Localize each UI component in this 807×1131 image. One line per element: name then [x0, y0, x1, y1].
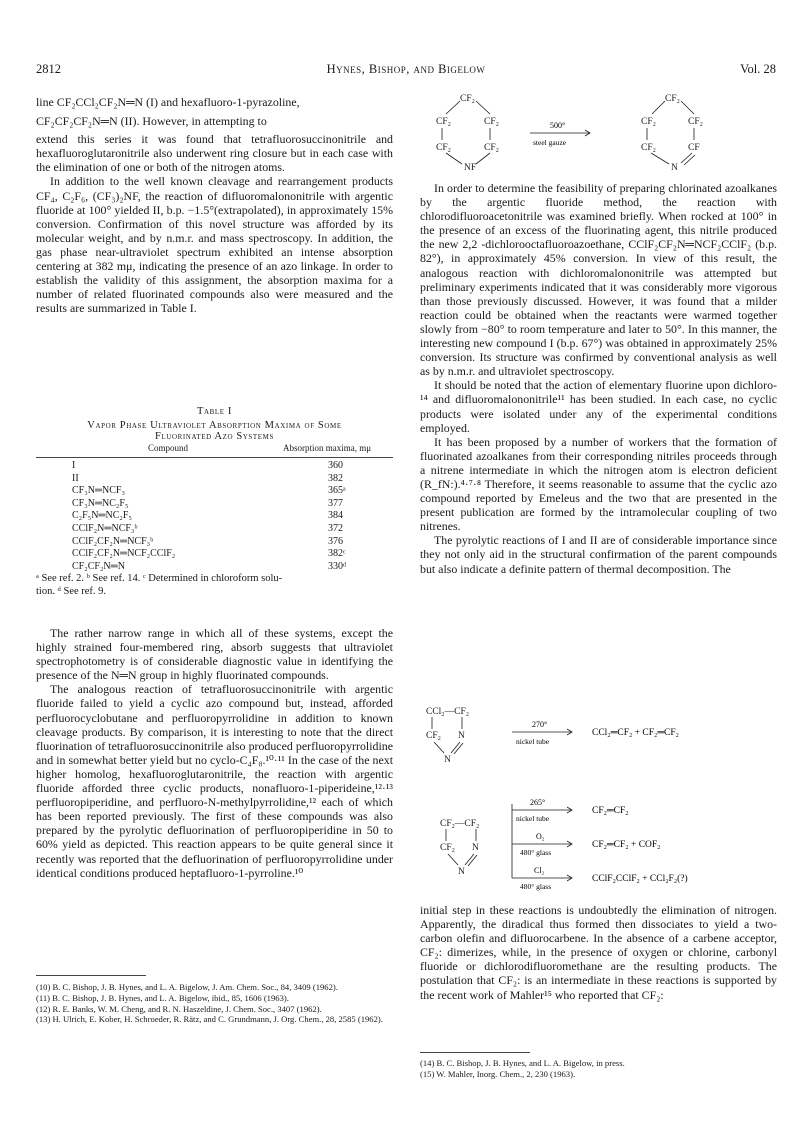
- volume-label: Vol. 28: [740, 62, 776, 76]
- paragraph-continued-rest: extend this series it was found that tetrafluorosuccinonitrile and hexafluoroglutaronitrile also underwent ring closure but in each case with the elimination of one or both of the nitrogen atoms.: [36, 132, 393, 175]
- atom-cf2-top-left: CF₂: [460, 94, 475, 104]
- condition-o2: O₂: [536, 832, 545, 841]
- table-cell-compound: CF₃N═NCF₃: [72, 485, 125, 497]
- table-label: Table I: [196, 406, 232, 417]
- atom-cf2: CF₂: [440, 843, 455, 853]
- atom-cf2-cf2: CF₂—CF₂: [440, 819, 480, 829]
- atom-nf: NF: [464, 163, 477, 173]
- right-column-lower: [420, 903, 777, 1002]
- left-references: [36, 982, 393, 1025]
- paragraph-difluoromalononitrile: In addition to the well known cleavage and rearrangement products CF₄, C₂F₆, (CF₃)₂NF, the reaction of difluoromalononitrile with argentic fluoride at 100° yielded II, b.p. −1.5°(extrapolated), in approximately 15% conversion. Confirmation of this novel structure was afforded by its molecular weight, and by n.m.r. and mass spectroscopy. In addition, the gas phase near-ultraviolet spectrum exhibited an intense absorption centering at 382 mμ, indicating the presence of an azo linkage. In order to establish the validity of this assignment, the absorption maxima for a number of related fluorinated compounds also were measured and the results are summarized in Table I.: [36, 174, 393, 316]
- atom-product-cf2-upper-left: CF₂: [641, 117, 656, 127]
- atom-n-upper: N: [472, 843, 479, 853]
- atom-cf2-lower-left: CF₂: [436, 143, 451, 153]
- left-column-lower: [36, 626, 393, 880]
- footnote-rule: [36, 975, 146, 976]
- atom-cf2-upper-left: CF₂: [436, 117, 451, 127]
- table-cell-absorption: 382: [328, 472, 343, 484]
- atom-product-cf2-upper-right: CF₂: [688, 117, 703, 127]
- product-chlorofluorocarbons: CClF₂CClF₂ + CCl₂F₂(?): [592, 874, 688, 884]
- atom-product-cf2-top: CF₂: [665, 94, 680, 104]
- table-cell-compound: CClF₂N═NCF₃ᵇ: [72, 522, 138, 534]
- table-caption-line2: Fluorinated Azo Systems: [154, 431, 274, 442]
- table-cell-compound: CF₃N═NC₂F₅: [72, 497, 129, 509]
- atom-cf2-lower-right: CF₂: [484, 143, 499, 153]
- paragraph-tetrafluorosuccinonitrile: The analogous reaction of tetrafluorosuccinonitrile with argentic fluoride failed to yield a cyclic azo compound but, instead, afforded perfluorocyclobutane and perfluoropyrrolidine in addition to known cleavage products. By comparison, it is interesting to note that the direct fluorination of tetrafluorosuccinonitrile also produced perfluoropyrrolidine and in somewhat better yield but no cyclo-C₄F₈.¹⁰·¹¹ In the case of the next higher homolog, hexafluoroglutaronitrile, the reaction with argentic fluoride afforded three cyclic products, nonafluoro-1-piperideine,¹²·¹³ perfluoropiperidine, and perfluoro-N-methylpyrrolidine,¹² each of which has been reported previously. The first of these compounds was also prepared by the pyrolytic defluorination of perfluoropiperidine in 50 to 60% yield as depicted. This reaction appears to be quite general since it recently was reported that the defluorination of perfluoropyrrolidine under identical conditions produced heptafluoro-1-pyrroline.¹⁰: [36, 682, 393, 880]
- table-row: [36, 523, 393, 536]
- table-1: [36, 406, 393, 599]
- table-row: [36, 510, 393, 523]
- paragraph-pyrolytic-reactions: The pyrolytic reactions of I and II are of considerable importance since they not only aid in the structural confirmation of the parent compounds but also indicate a definite pattern of thermal decomposition. The: [420, 533, 777, 576]
- atom-cf2-upper-right: CF₂: [484, 117, 499, 127]
- atom-n-lower: N: [458, 867, 465, 877]
- condition-270: 270°: [532, 720, 548, 729]
- reference-10: (10) B. C. Bishop, J. B. Hynes, and L. A. Bigelow, J. Am. Chem. Soc., 84, 3409 (1962).: [36, 982, 338, 992]
- table-cell-absorption: 330ᵈ: [328, 560, 347, 572]
- table-row: [36, 485, 393, 498]
- table-cell-compound: C₂F₅N═NC₂F₅: [72, 510, 132, 522]
- table-row: [36, 548, 393, 561]
- scheme-pyrolysis-compound-1: [420, 702, 777, 772]
- condition-265: 265°: [530, 798, 546, 807]
- condition-nickel-tube: nickel tube: [516, 814, 550, 823]
- reference-11: (11) B. C. Bishop, J. B. Hynes, and L. A. Bigelow, ibid., 85, 1606 (1963).: [36, 992, 289, 1003]
- condition-500: 500°: [550, 121, 566, 130]
- table-cell-compound: CF₂CF₂N═N: [72, 560, 125, 572]
- table-row: [36, 460, 393, 473]
- paragraph-uv-range: The rather narrow range in which all of these systems, except the highly strained four-membered ring, absorb suggests that ultraviolet spectrophotometry is of considerable diagnostic value in identifying the presence of the N═N group in highly fluorinated compounds.: [36, 626, 393, 683]
- scheme-piperidine-defluorination: [420, 88, 777, 180]
- condition-steel-gauze: steel gauze: [533, 138, 567, 147]
- right-references: [420, 1058, 777, 1080]
- paragraph-continued-line2: CF₂CF₂CF₂N═N (II). However, in attempting to: [36, 114, 267, 129]
- scheme-pyrolysis-compound-2: [420, 790, 777, 894]
- running-header: [36, 62, 776, 82]
- table-body: [36, 460, 393, 573]
- page-number: 2812: [36, 62, 61, 76]
- table-row: [36, 536, 393, 549]
- atom-ccl2-cf2: CCl₂—CF₂: [426, 707, 470, 717]
- paragraph-elementary-fluorine: It should be noted that the action of elementary fluorine upon dichloro-¹⁴ and difluoromalononitrile¹¹ has been studied. In each case, no cyclic products were isolated under any of the experimental conditions employed.: [420, 378, 777, 435]
- table-cell-compound: I: [72, 460, 76, 471]
- table-cell-absorption: 360: [328, 460, 343, 471]
- table-cell-absorption: 384: [328, 510, 343, 522]
- table-cell-absorption: 382ᶜ: [328, 548, 346, 560]
- table-row: [36, 473, 393, 486]
- atom-product-cf2-lower-left: CF₂: [641, 143, 656, 153]
- condition-cl2: Cl₂: [534, 866, 545, 875]
- table-cell-compound: CClF₂CF₂N═NCF₃ᵇ: [72, 535, 154, 547]
- reference-14: (14) B. C. Bishop, J. B. Hynes, and L. A. Bigelow, in press.: [420, 1058, 625, 1068]
- table-cell-absorption: 365ᵃ: [328, 485, 346, 497]
- table-footnote-line2: tion. ᵈ See ref. 9.: [36, 585, 107, 597]
- products-scheme2: CCl₂═CF₂ + CF₂═CF₂: [592, 728, 679, 738]
- table-row: [36, 561, 393, 574]
- table-cell-absorption: 377: [328, 497, 343, 509]
- condition-480-glass-1: 480° glass: [520, 848, 552, 857]
- atom-n-lower: N: [444, 755, 451, 765]
- reference-12: (12) R. E. Banks, W. M. Cheng, and R. N. Haszeldine, J. Chem. Soc., 3407 (1962).: [36, 1003, 322, 1014]
- footnote-rule-right: [420, 1052, 530, 1053]
- product-tfe: CF₂═CF₂: [592, 806, 629, 816]
- atom-product-n: N: [671, 163, 678, 173]
- condition-nickel-tube: nickel tube: [516, 737, 550, 746]
- table-row: [36, 498, 393, 511]
- paragraph-nitrene: It has been proposed by a number of workers that the formation of fluorinated azoalkanes from their corresponding nitriles proceeds through a nitrene intermediate in which the nitrogen atom is electron deficient (R_fN:).⁴·⁷·⁸ Therefore, it seems reasonable to assume that the cyclic azo compound reported by Emeleus and the two that are presented in the present publication are formed by the intramolecular coupling of two nitrenes.: [420, 434, 777, 534]
- reference-15: (15) W. Mahler, Inorg. Chem., 2, 230 (1963).: [420, 1068, 576, 1079]
- left-column: [36, 95, 393, 315]
- atom-cf2: CF₂: [426, 731, 441, 741]
- table-header-row: [36, 443, 393, 457]
- table-footnote-line1: ᵃ See ref. 2. ᵇ See ref. 14. ᶜ Determined in chloroform solu-: [36, 573, 283, 585]
- table-cell-absorption: 376: [328, 535, 343, 547]
- table-cell-compound: II: [72, 472, 79, 484]
- atom-product-cf: CF: [688, 143, 700, 153]
- table-caption-line1: Vapor Phase Ultraviolet Absorption Maxima of Some: [87, 420, 342, 431]
- product-tfe-cof2: CF₂═CF₂ + COF₂: [592, 840, 661, 850]
- condition-480-glass-2: 480° glass: [520, 882, 552, 891]
- reference-13: (13) H. Ulrich, E. Kober, H. Schroeder, R. Rätz, and C. Grundmann, J. Org. Chem., 28, 2585 (1962).: [36, 1014, 383, 1025]
- paragraph-initial-step: initial step in these reactions is undoubtedly the elimination of nitrogen. Apparently, the diradical thus formed then dissociates to yield a two-carbon olefin and difluorocarbene. In the absence of a carbene acceptor, CF₂: dimerizes, while, in the presence of oxygen or chlorine, carbonyl fluoride or dichlorodifluoromethane are the resulting products. The postulation that CF₂: is an intermediate in these reactions is supported by the recent work of Mahler¹⁵ who reported that CF₂:: [420, 903, 777, 1002]
- table-cell-compound: CClF₂CF₂N═NCF₂CClF₂: [72, 548, 176, 560]
- table-col-absorption: Absorption maxima, mμ: [283, 443, 372, 453]
- paragraph-chlorinated-azoalkanes: In order to determine the feasibility of preparing chlorinated azoalkanes by the argentic fluoride method, the reaction with chlorodifluoroacetonitrile was examined briefly. When rocked at 100° in the presence of an excess of the fluorinating agent, this nitrile produced the new 2,2 -dichlorooctafluoroazoethane, CClF₂CF₂N═NCF₂CClF₂ (b.p. 82°), in approximately 45% conversion. In view of this result, the analogous reaction with dichloromalononitrile was attempted but preliminary experiments indicated that it was considerably more vigorous than those previously discussed. However, it was found that a milder reaction could be obtained when the reactants were warmed together slowly from −80° to room temperature and later to 50°. In this manner, the interesting new compound I (b.p. 67°) was obtained in approximately 25% conversion. Its structure was confirmed by conventional analysis as well as by n.m.r. and ultraviolet spectroscopy.: [420, 181, 777, 379]
- running-title: Hynes, Bishop, and Bigelow: [326, 62, 486, 76]
- paragraph-continued-line1: line CF₂CCl₂CF₂N═N (I) and hexafluoro-1-pyrazoline,: [36, 95, 300, 109]
- table-cell-absorption: 372: [328, 522, 343, 534]
- right-column: [420, 181, 777, 576]
- table-col-compound: Compound: [148, 443, 189, 453]
- atom-n-upper: N: [458, 731, 465, 741]
